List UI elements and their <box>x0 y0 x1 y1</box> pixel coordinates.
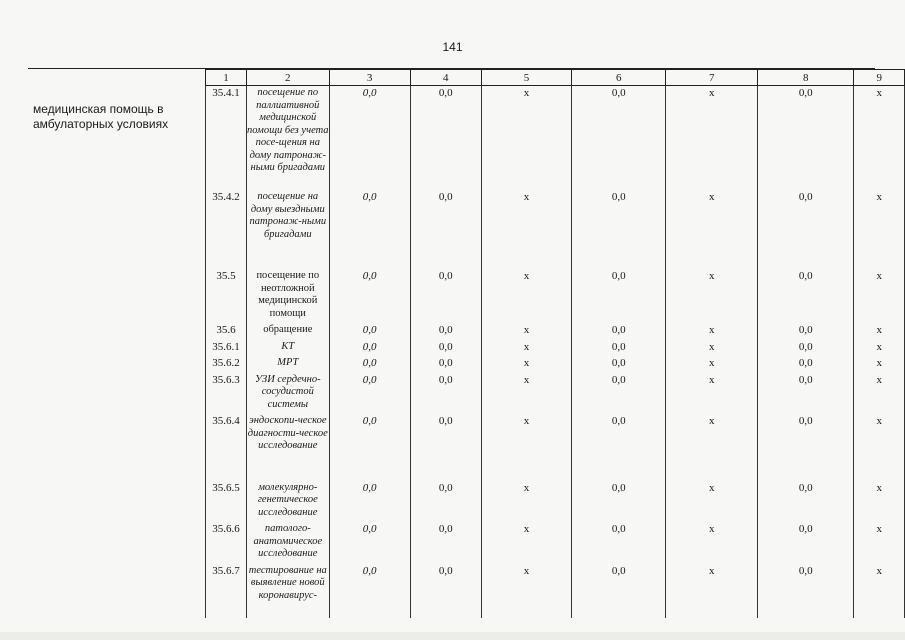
cell-col-3: 0,0 <box>329 190 410 269</box>
cell-col-8: 0,0 <box>758 340 854 357</box>
cell-col-6: 0,0 <box>571 414 666 481</box>
cell-col-4: 0,0 <box>410 522 481 564</box>
cell-col-6: 0,0 <box>571 356 666 373</box>
row-code: 35.6.5 <box>206 481 247 523</box>
cell-col-9: х <box>854 481 905 523</box>
row-name: УЗИ сердечно-сосудистой системы <box>246 373 329 415</box>
row-code: 35.6.3 <box>206 373 247 415</box>
table-row <box>206 356 905 373</box>
cell-col-4: 0,0 <box>410 86 481 191</box>
cell-col-5: х <box>481 414 571 481</box>
cell-col-5: х <box>481 481 571 523</box>
cell-col-4: 0,0 <box>410 481 481 523</box>
row-code: 35.4.1 <box>206 86 247 191</box>
row-name: КТ <box>246 340 329 357</box>
cell-col-7: х <box>666 340 758 357</box>
cell-col-5: х <box>481 564 571 618</box>
cell-col-6: 0,0 <box>571 269 666 323</box>
cell-col-4: 0,0 <box>410 340 481 357</box>
cell-col-7: х <box>666 522 758 564</box>
cell-col-6: 0,0 <box>571 373 666 415</box>
row-code: 35.6.7 <box>206 564 247 618</box>
table-row <box>206 86 905 191</box>
cell-col-6: 0,0 <box>571 564 666 618</box>
cell-col-3: 0,0 <box>329 522 410 564</box>
row-name: молекулярно-генетическое исследование <box>246 481 329 523</box>
cell-col-4: 0,0 <box>410 564 481 618</box>
cell-col-7: х <box>666 373 758 415</box>
table-row <box>206 269 905 323</box>
cell-col-3: 0,0 <box>329 564 410 618</box>
cell-col-6: 0,0 <box>571 190 666 269</box>
cell-col-3: 0,0 <box>329 86 410 191</box>
cell-col-3: 0,0 <box>329 356 410 373</box>
row-name: посещение по паллиативной медицинской помощи без учета посе-щения на дому патронаж-ными бригадами <box>246 86 329 191</box>
row-name: эндоскопи-ческое диагности-ческое исследование <box>246 414 329 481</box>
cell-col-6: 0,0 <box>571 340 666 357</box>
cell-col-8: 0,0 <box>758 522 854 564</box>
cell-col-7: х <box>666 564 758 618</box>
table-row <box>206 481 905 523</box>
cell-col-4: 0,0 <box>410 269 481 323</box>
col-header-9: 9 <box>854 70 905 86</box>
cell-col-4: 0,0 <box>410 356 481 373</box>
row-name: МРТ <box>246 356 329 373</box>
cell-col-9: х <box>854 86 905 191</box>
cell-col-8: 0,0 <box>758 356 854 373</box>
cell-col-5: х <box>481 373 571 415</box>
row-code: 35.6.1 <box>206 340 247 357</box>
table-row <box>206 564 905 618</box>
cell-col-9: х <box>854 564 905 618</box>
cell-col-7: х <box>666 269 758 323</box>
row-name: посещение по неотложной медицинской помощи <box>246 269 329 323</box>
page-number: 141 <box>442 40 463 54</box>
cell-col-6: 0,0 <box>571 323 666 340</box>
section-label: медицинская помощь в амбулаторных условиях <box>33 102 169 131</box>
row-name: посещение на дому выездными патронаж-ными бригадами <box>246 190 329 269</box>
cell-col-3: 0,0 <box>329 269 410 323</box>
col-header-1: 1 <box>206 70 247 86</box>
cell-col-3: 0,0 <box>329 323 410 340</box>
row-code: 35.6.6 <box>206 522 247 564</box>
table-row <box>206 522 905 564</box>
cell-col-6: 0,0 <box>571 86 666 191</box>
cell-col-9: х <box>854 269 905 323</box>
cell-col-4: 0,0 <box>410 373 481 415</box>
cell-col-8: 0,0 <box>758 86 854 191</box>
cell-col-7: х <box>666 190 758 269</box>
row-code: 35.5 <box>206 269 247 323</box>
row-code: 35.6 <box>206 323 247 340</box>
cell-col-5: х <box>481 356 571 373</box>
cell-col-3: 0,0 <box>329 414 410 481</box>
cell-col-8: 0,0 <box>758 190 854 269</box>
table-row <box>206 323 905 340</box>
cell-col-9: х <box>854 356 905 373</box>
cell-col-8: 0,0 <box>758 373 854 415</box>
row-code: 35.4.2 <box>206 190 247 269</box>
cell-col-4: 0,0 <box>410 190 481 269</box>
header-row <box>206 70 905 86</box>
cell-col-7: х <box>666 414 758 481</box>
col-header-3: 3 <box>329 70 410 86</box>
row-name: тестирование на выявление новой коронавирус- <box>246 564 329 618</box>
cell-col-9: х <box>854 414 905 481</box>
table-row <box>206 373 905 415</box>
cell-col-9: х <box>854 190 905 269</box>
cell-col-7: х <box>666 356 758 373</box>
table-row <box>206 414 905 481</box>
row-code: 35.6.4 <box>206 414 247 481</box>
cell-col-4: 0,0 <box>410 414 481 481</box>
cell-col-8: 0,0 <box>758 414 854 481</box>
table-row <box>206 340 905 357</box>
cell-col-7: х <box>666 323 758 340</box>
row-name: патолого-анатомическое исследование <box>246 522 329 564</box>
cell-col-4: 0,0 <box>410 323 481 340</box>
col-header-2: 2 <box>246 70 329 86</box>
cell-col-7: х <box>666 86 758 191</box>
cell-col-3: 0,0 <box>329 373 410 415</box>
cell-col-5: х <box>481 190 571 269</box>
scan-edge <box>0 632 905 640</box>
cell-col-8: 0,0 <box>758 269 854 323</box>
cell-col-6: 0,0 <box>571 522 666 564</box>
data-table <box>205 69 905 618</box>
cell-col-9: х <box>854 323 905 340</box>
cell-col-3: 0,0 <box>329 481 410 523</box>
col-header-6: 6 <box>571 70 666 86</box>
cell-col-8: 0,0 <box>758 564 854 618</box>
cell-col-9: х <box>854 373 905 415</box>
row-name: обращение <box>246 323 329 340</box>
cell-col-6: 0,0 <box>571 481 666 523</box>
col-header-7: 7 <box>666 70 758 86</box>
cell-col-8: 0,0 <box>758 481 854 523</box>
cell-col-5: х <box>481 269 571 323</box>
cell-col-9: х <box>854 522 905 564</box>
cell-col-5: х <box>481 522 571 564</box>
table-row <box>206 190 905 269</box>
cell-col-8: 0,0 <box>758 323 854 340</box>
table-body <box>206 86 905 618</box>
cell-col-9: х <box>854 340 905 357</box>
cell-col-7: х <box>666 481 758 523</box>
col-header-5: 5 <box>481 70 571 86</box>
cell-col-5: х <box>481 86 571 191</box>
row-code: 35.6.2 <box>206 356 247 373</box>
col-header-8: 8 <box>758 70 854 86</box>
cell-col-5: х <box>481 340 571 357</box>
cell-col-3: 0,0 <box>329 340 410 357</box>
cell-col-5: х <box>481 323 571 340</box>
col-header-4: 4 <box>410 70 481 86</box>
